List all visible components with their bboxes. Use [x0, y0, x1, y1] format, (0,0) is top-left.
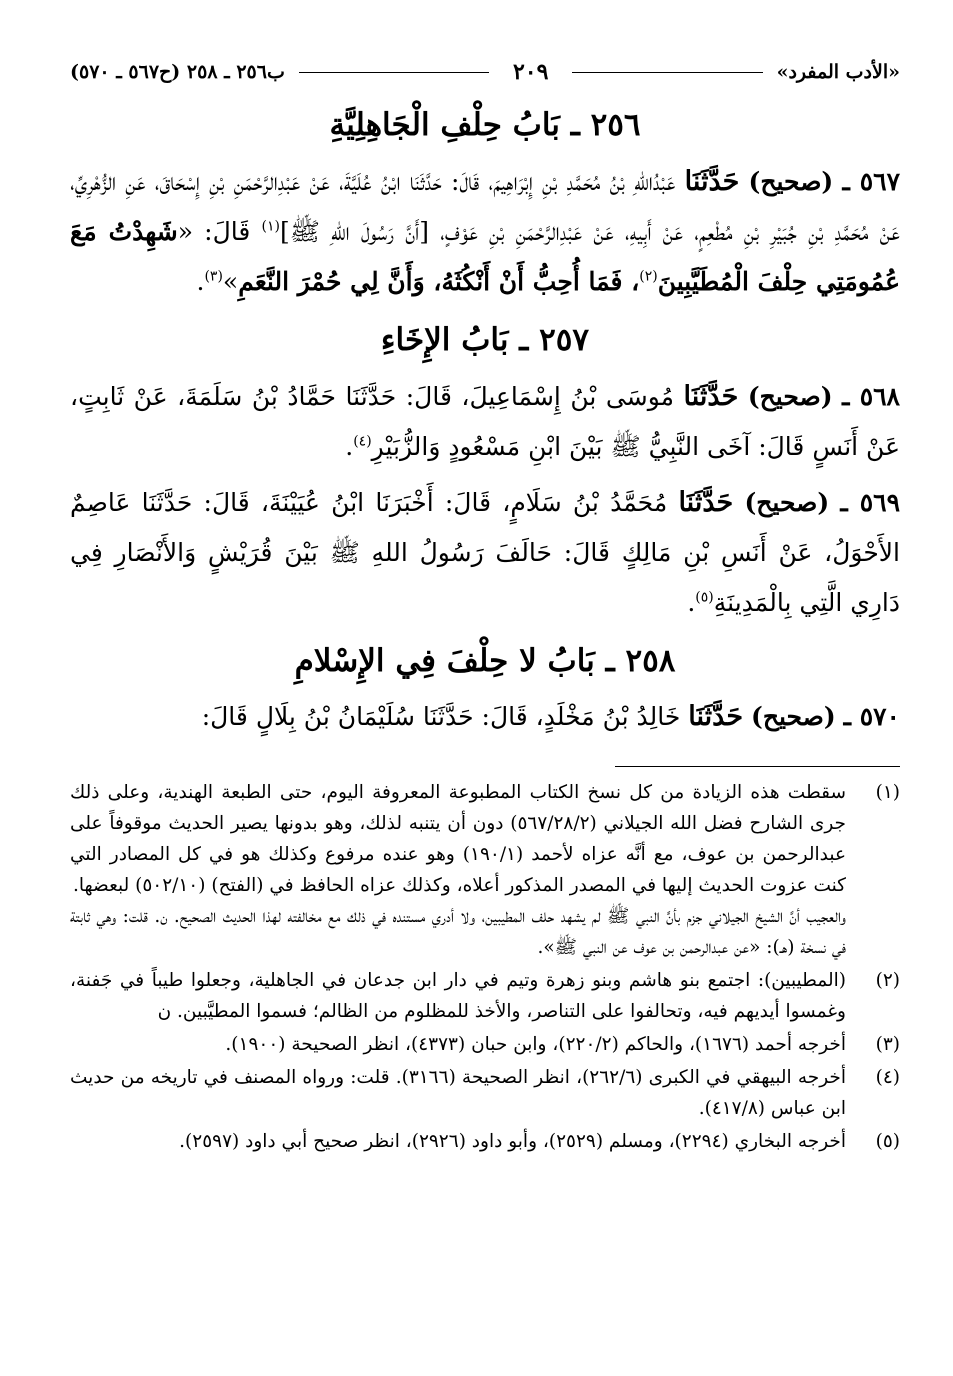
hadith-569: [70, 478, 900, 628]
footnote-ref-5: (٥): [695, 589, 714, 606]
header-rule-right: [572, 72, 762, 73]
hadith-number: ٥٧٠ ـ: [843, 702, 900, 732]
hadith-text: مُحَمَّدُ بْنُ سَلَامٍ، قَالَ: أَخْبَرَنَا ابْنُ عُيَيْنَةَ، قَالَ: حَدَّثَنَا عَاصِمٌ الأَحْوَلُ، عَنْ أَنَسِ بْنِ مَالِكٍ قَالَ: حَالَفَ رَسُولُ اللهِ ﷺ بَيْنَ قُرَيْشٍ وَالأَنْصَارِ فِي دَارِي الَّتِي بِالْمَدِينَةِ: [70, 487, 900, 617]
footnote-ref-1: (١): [261, 218, 280, 235]
hadith-number: ٥٦٧ ـ: [842, 166, 901, 196]
hadith-567: [70, 157, 900, 307]
hadith-text-mid: قَالَ: «: [177, 216, 262, 246]
hadith-grade: (صحيح): [747, 381, 833, 411]
hadith-text: خَالِدُ بْنُ مَخْلَدٍ، قَالَ: حَدَّثَنَا سُلَيْمَانُ بْنُ بِلَالٍ قَالَ:: [201, 702, 681, 732]
hadith-final: .: [196, 266, 205, 296]
hadith-568: [70, 372, 900, 472]
hadith-number: ٥٦٨ ـ: [842, 381, 900, 411]
book-title: «الأدب المفرد»: [776, 61, 900, 83]
footnote-number: (٣): [875, 1034, 900, 1056]
running-header: [70, 52, 900, 92]
page: [70, 52, 900, 1159]
haddathana: حَدَّثَنَا: [684, 165, 740, 197]
hadith-grade: (صحيح): [748, 166, 834, 196]
footnote-text: [70, 1029, 846, 1060]
hadith-grade: (صحيح): [744, 487, 830, 517]
footnotes: [70, 777, 900, 1157]
footnote-number: (٥): [875, 1131, 900, 1153]
footnote-paragraph: أخرجه البيهقي في الكبرى (٢٦٢/٦)، انظر الصحيحة (٣١٦٦). قلت: ورواه المصنف في تاريخه من حديث ابن عباس (٤١٧/٨).: [70, 1067, 846, 1120]
footnote-text: [70, 1062, 846, 1124]
footnote-ref-2: (٢): [639, 268, 658, 285]
section-heading-256: ٢٥٦ ـ بَابُ حِلْفِ الْجَاهِلِيَّةِ: [329, 107, 641, 143]
footnote-paragraph: أخرجه أحمد (١٦٧٦)، والحاكم (٢٢٠/٢)، وابن حبان (٤٣٧٣)، انظر الصحيحة (١٩٠٠).: [225, 1034, 846, 1056]
footnote-4: [70, 1062, 900, 1124]
haddathana: حَدَّثَنَا: [678, 486, 734, 518]
header-rule-left: [299, 72, 489, 73]
footnote-3: [70, 1029, 900, 1060]
footnote-paragraph: سقطت هذه الزيادة من كل نسخ الكتاب المطبوعة المعروفة اليوم، حتى الطبعة الهندية، وعلى ذلك جرى الشارح فضل الله الجيلاني (٥٦٧/٢٨/٢) دون أن يتنبه لذلك، وهو بدونها يصير الحديث موقوفاً على عبدالرحمن بن عوف، مع أنَّه عزاه لأحمد (١٩٠/١) وهو عنده مرفوع وكذلك هو في كل المصادر التي كنت عزوت الحديث إليها في المصدر المذكور أعلاه، وكذلك عزاه الحافظ في (الفتح) (٥٠٢/١٠) لبعضها.: [70, 782, 846, 897]
hadith-number: ٥٦٩ ـ: [840, 487, 901, 517]
footnote-ref-3: (٣): [204, 268, 223, 285]
footnote-5: [70, 1126, 900, 1157]
hadith-grade: (صحيح): [751, 702, 836, 732]
hadith-matn: شَهِدْتُ مَعَ عُمُومَتِي حِلْفَ الْمُطَيَّبِينَ: [70, 216, 900, 296]
footnote-text: [70, 965, 846, 1027]
hadith-text: مُوسَى بْنُ إِسْمَاعِيلَ، قَالَ: حَدَّثَنَا حَمَّادُ بْنُ سَلَمَةَ، عَنْ ثَابِتٍ، عَنْ أَنَسٍ قَالَ: آخَى النَّبِيُّ ﷺ بَيْنَ ابْنِ مَسْعُودٍ وَالزُّبَيْرِ: [70, 381, 900, 461]
footnote-number: (٢): [875, 970, 900, 992]
hadith-text: عَبْدُاللهِ بْنُ مُحَمَّدِ بْنِ إِبْرَاهِيمَ، قَالَ: حَدَّثَنَا ابْنُ عُلَيَّةَ، عَنْ عَبْدِالرَّحْمَنِ بْنِ إِسْحَاقَ، عَنِ الزُّهْرِيِّ، عَنْ مُحَمَّدِ بْنِ جُبَيْرِ بْنِ مُطْعِمٍ، عَنْ أَبِيهِ، عَنْ عَبْدِالرَّحْمَنِ بْنِ عَوْفٍ، [أَنَّ رَسُولَ اللهِ ﷺ]: [70, 166, 900, 246]
footnote-paragraph: والعجيب أنَّ الشيخ الجيلاني جزم بأنَّ النبي ﷺ لم يشهد حلف المطيبين، ولا أدري مستنده في ذلك مع مخالفته لهذا الحديث الصحيح. ن. قلت: وهي ثابتة في نسخة (هـ): «عن عبدالرحمن بن عوف عن النبي ﷺ».: [70, 906, 846, 959]
header-range: ب٢٥٦ ـ ٢٥٨ (ح٥٦٧ ـ ٥٧٠): [70, 61, 285, 83]
footnote-1: [70, 777, 900, 963]
footnote-text: [70, 777, 846, 963]
footnote-2: [70, 965, 900, 1027]
hadith-final: .: [345, 431, 354, 461]
footnote-number: (١): [875, 782, 900, 804]
footnote-paragraph: أخرجه البخاري (٢٢٩٤)، ومسلم (٢٥٢٩)، وأبو داود (٢٩٢٦)، انظر صحيح أبي داود (٢٥٩٧).: [179, 1131, 846, 1153]
page-number: ٢٠٩: [512, 59, 549, 85]
footnote-text: [70, 1126, 846, 1157]
footnote-paragraph: (المطيبين): اجتمع بنو هاشم وبنو زهرة وتيم في دار ابن جدعان في الجاهلية، وجعلوا طيباً في جَفنة، وغمسوا أيديهم فيه، وتحالفوا على التناصر، والأخذ للمظلوم من الظالم؛ فسموا المطيَّبين. ن: [70, 970, 846, 1023]
footnote-separator: [615, 766, 900, 767]
hadith-570: [70, 692, 900, 742]
hadith-final: .: [687, 587, 696, 617]
haddathana: حَدَّثَنَا: [683, 380, 739, 412]
haddathana: حَدَّثَنَا: [688, 701, 744, 733]
section-heading-257: ٢٥٧ ـ بَابُ الإِخَاءِ: [380, 321, 590, 358]
footnote-ref-4: (٤): [353, 433, 372, 450]
footnote-number: (٤): [875, 1067, 900, 1089]
hadith-matn-cont: ، فَمَا أُحِبُّ أَنْ أَنْكُثَهُ، وَأَنَّ لِي حُمْرَ النَّعَمِ: [238, 266, 640, 296]
hadith-text-end: »: [222, 266, 239, 296]
section-heading-258: ٢٥٨ ـ بَابُ لا حِلْفَ فِي الإِسْلامِ: [294, 642, 676, 679]
